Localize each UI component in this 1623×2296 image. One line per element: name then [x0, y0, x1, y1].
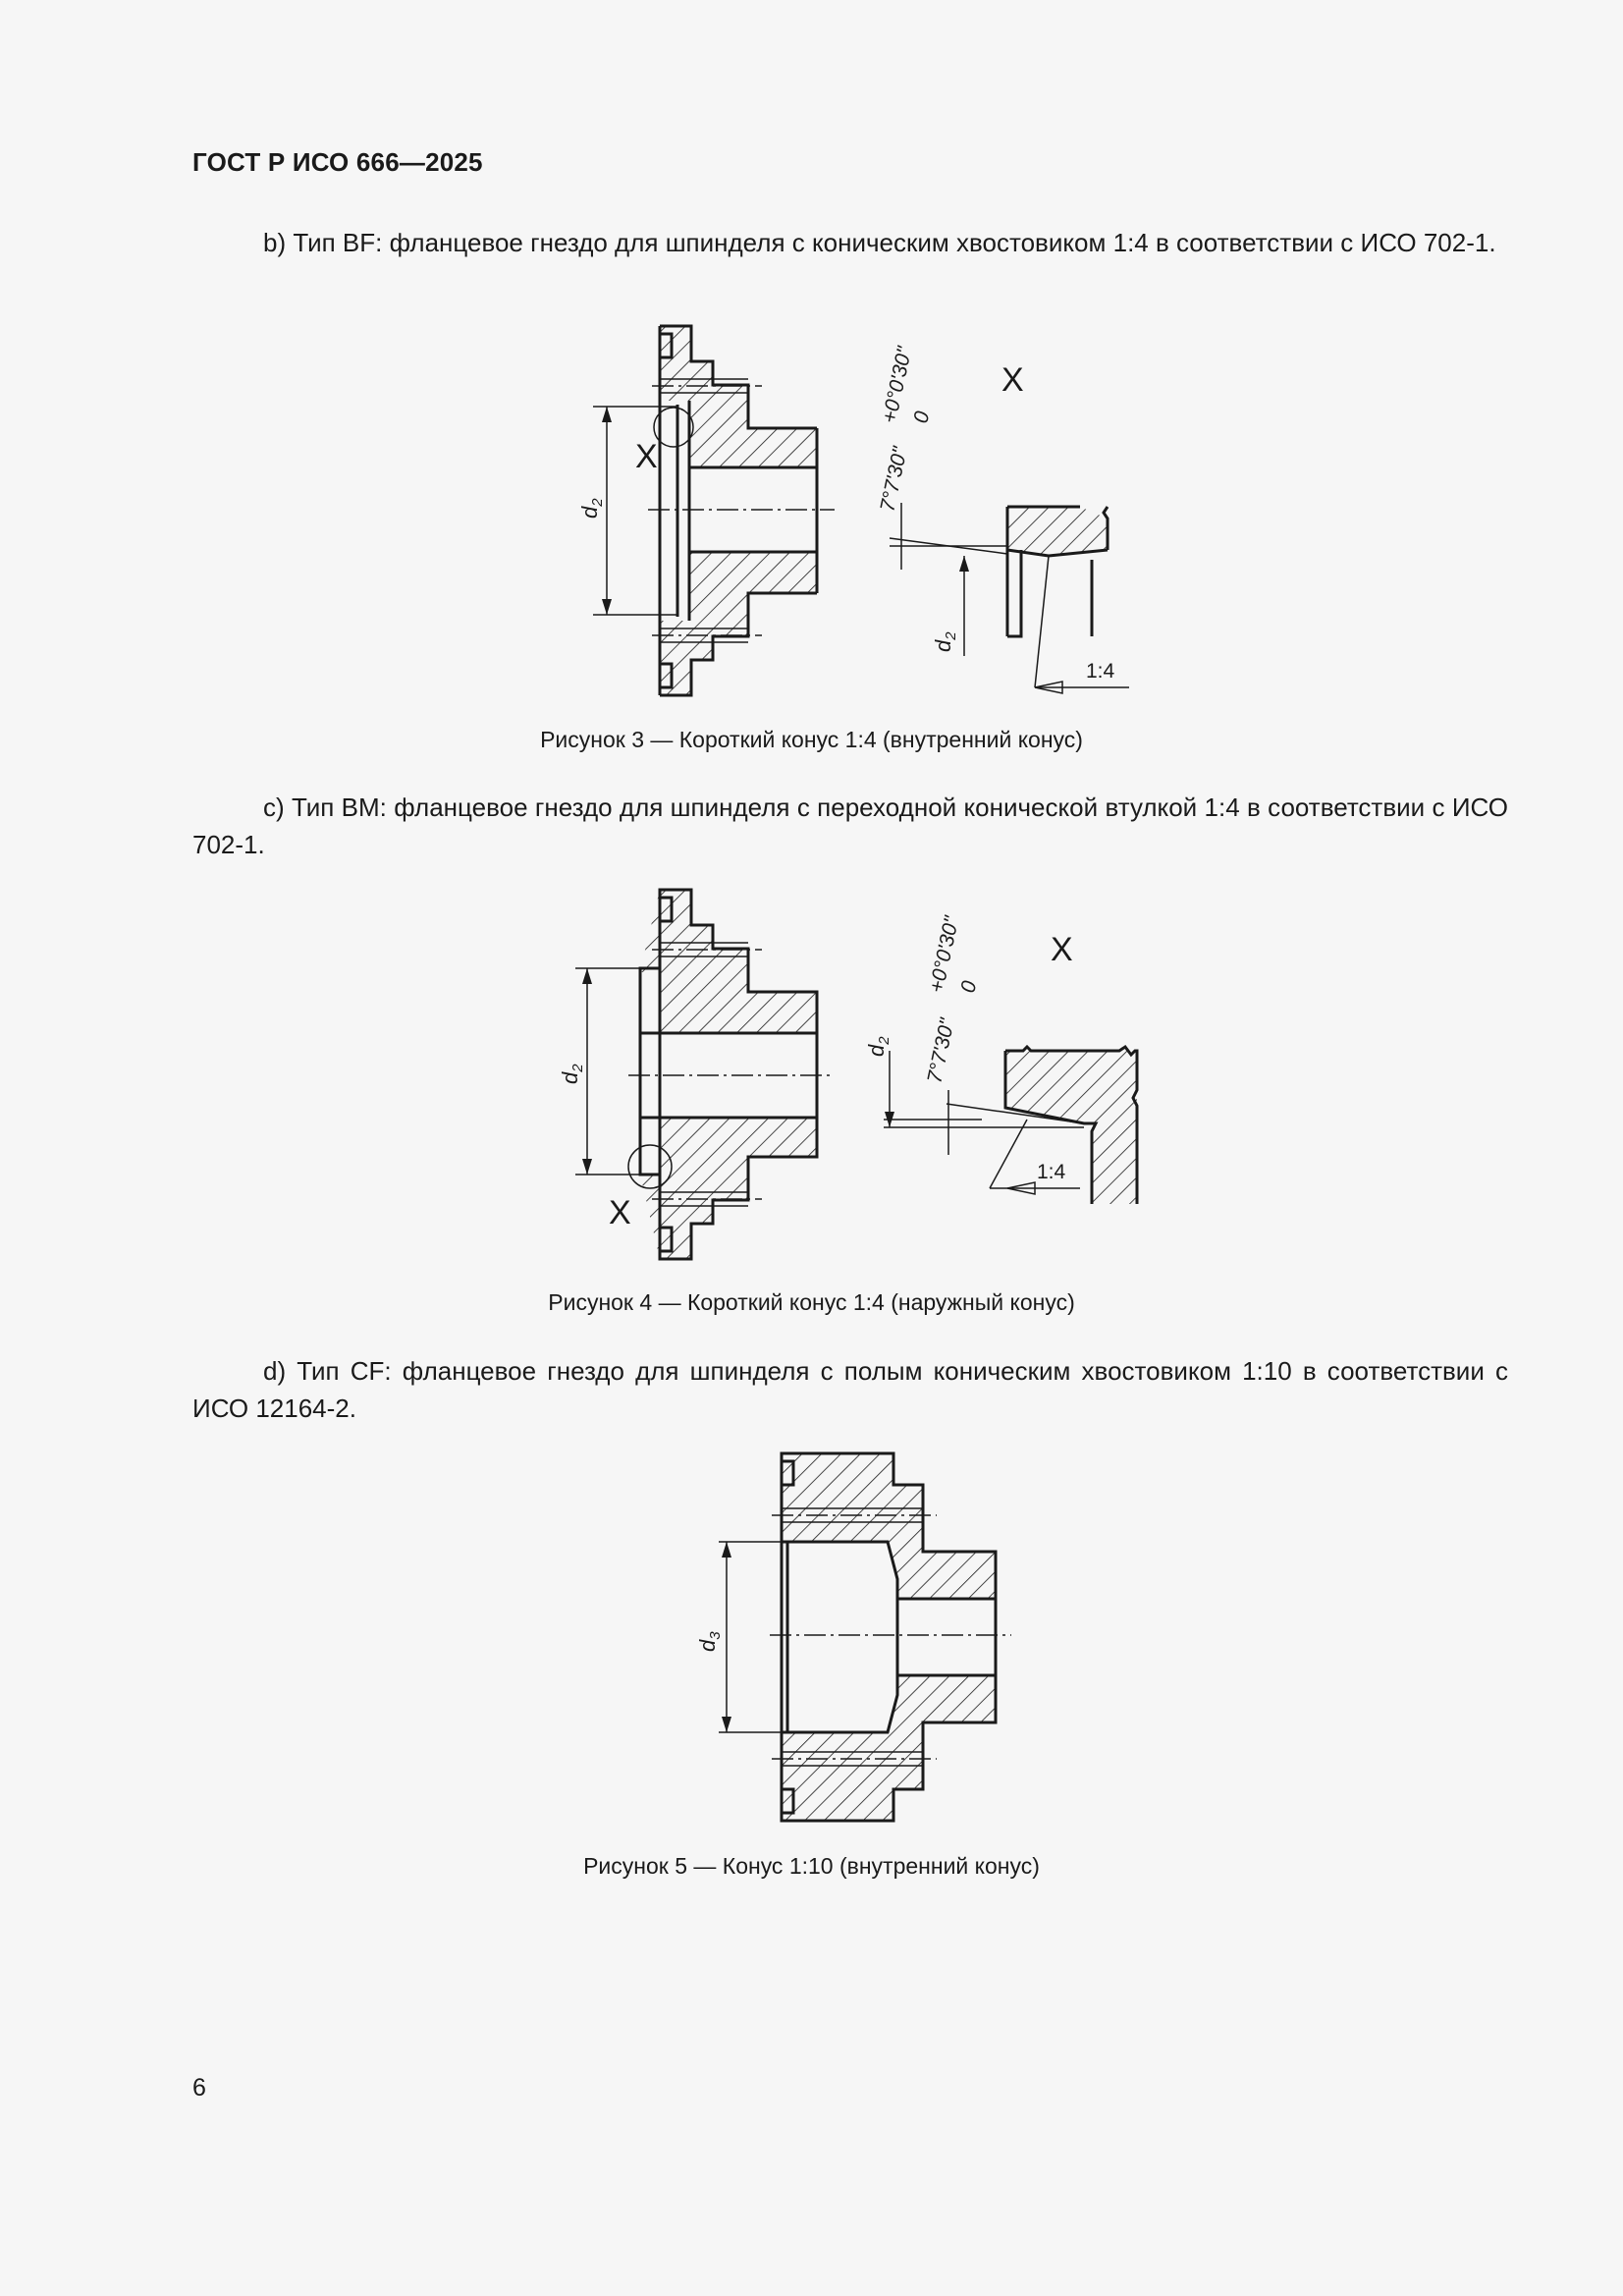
figure-4-detail-title: X — [1051, 931, 1073, 968]
paragraph-type-bm: c) Тип BM: фланцевое гнездо для шпинделя с переходной конической втулкой 1:4 в соответствии с ИСО 702-1. — [192, 793, 1508, 859]
figure-4-tolerance-lower: 0 — [956, 978, 982, 996]
page-number: 6 — [192, 2074, 206, 2102]
document-header: ГОСТ Р ИСО 666—2025 — [192, 147, 483, 177]
figure-4-tolerance-upper: +0°0'30" — [925, 914, 964, 996]
figure-4-detail-marker: X — [609, 1194, 631, 1231]
figure-3-detail-marker: X — [635, 438, 658, 475]
figure-4-detail-diameter-label: $d_2$ — [864, 1036, 893, 1057]
figure-4-angle-label: 7°7'30" — [923, 1016, 959, 1086]
figure-3-angle-label: 7°7'30" — [876, 445, 912, 515]
paragraph-type-bf: b) Тип BF: фланцевое гнездо для шпинделя с коническим хвостовиком 1:4 в соответствии с ИСО 702-1. — [263, 228, 1496, 257]
figure-4-taper-label: 1:4 — [1037, 1161, 1066, 1183]
figure-5-section-view — [695, 1453, 1011, 1821]
figure-3-taper-label: 1:4 — [1086, 660, 1115, 683]
figure-4-section-view — [558, 890, 835, 1259]
figure-3-detail-view — [876, 344, 1129, 693]
figure-4-diameter-label: $d_2$ — [558, 1064, 586, 1084]
figure-4-detail-view — [864, 913, 1137, 1204]
figure-3-detail-title: X — [1001, 361, 1024, 399]
figure-5-diameter-label: $d_3$ — [695, 1631, 724, 1652]
figure-5-drawing — [0, 1444, 1623, 1836]
figure-4-drawing — [0, 880, 1623, 1292]
figure-5-caption: Рисунок 5 — Конус 1:10 (внутренний конус) — [583, 1853, 1040, 1879]
figure-3-caption: Рисунок 3 — Короткий конус 1:4 (внутренний конус) — [540, 727, 1083, 752]
figure-3-tolerance-upper: +0°0'30" — [878, 345, 917, 426]
figure-3-detail-diameter-label: $d_2$ — [931, 631, 959, 652]
figure-3-tolerance-lower: 0 — [909, 409, 935, 426]
figure-4-caption: Рисунок 4 — Короткий конус 1:4 (наружный конус) — [548, 1289, 1075, 1315]
paragraph-type-cf: d) Тип CF: фланцевое гнездо для шпинделя с полым коническим хвостовиком 1:10 в соответствии с ИСО 12164-2. — [192, 1356, 1508, 1423]
figure-3-diameter-label: $d_2$ — [577, 498, 606, 519]
figure-3-drawing — [0, 314, 1623, 727]
figure-3-section-view — [577, 326, 835, 695]
